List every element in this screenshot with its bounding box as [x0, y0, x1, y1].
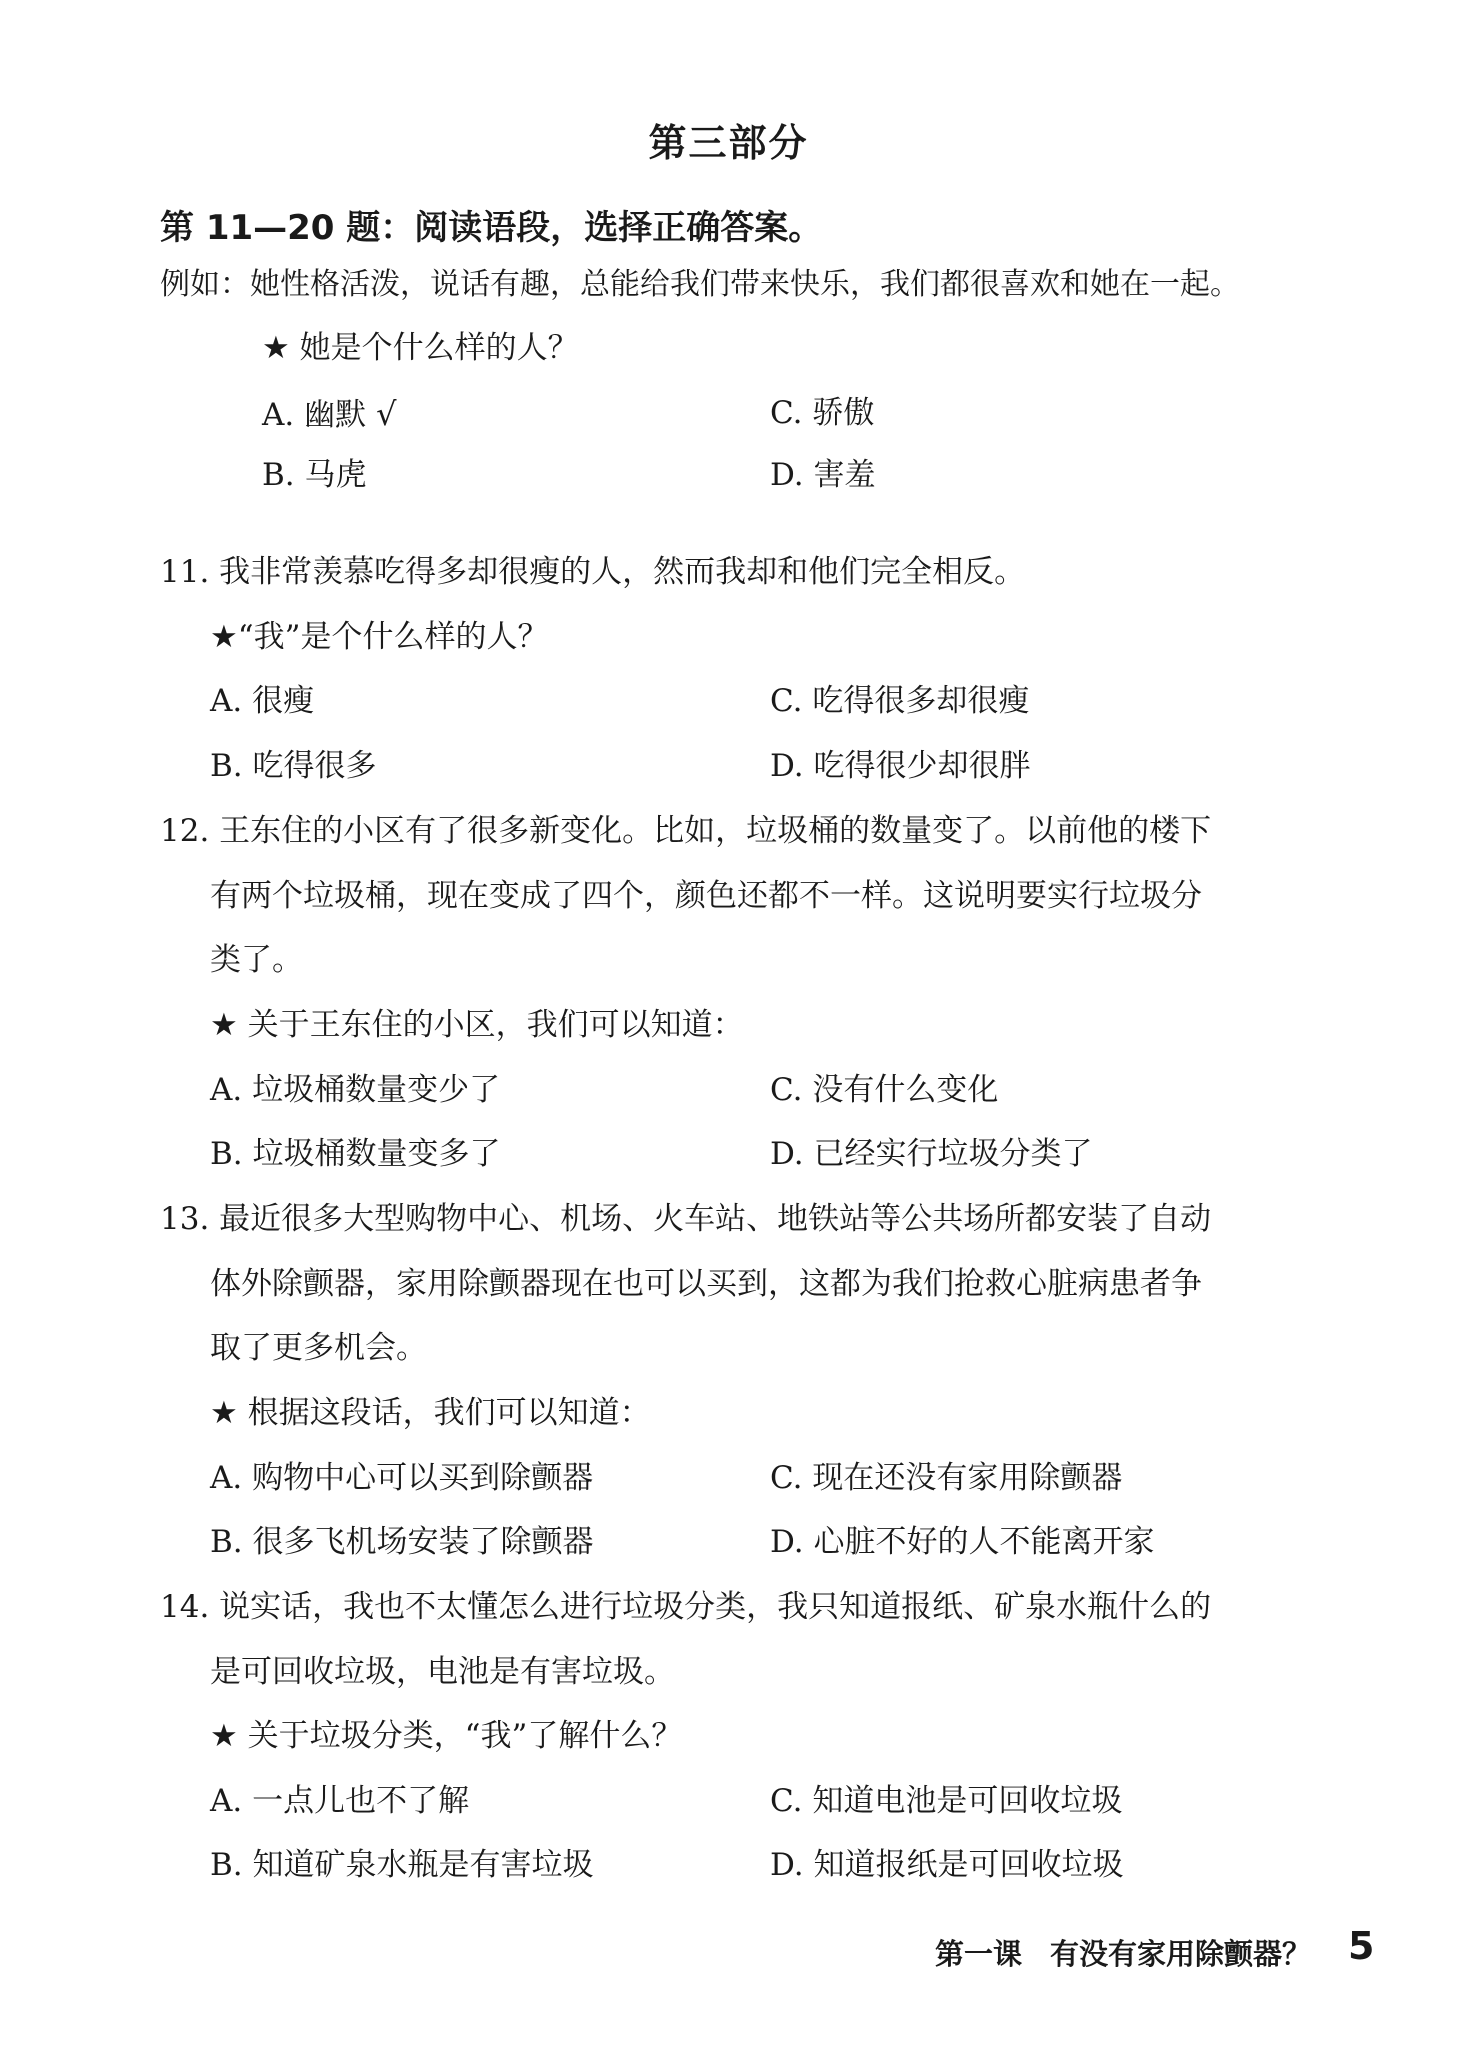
question-13-option-a: A. 购物中心可以买到除颤器 — [210, 1460, 594, 1496]
question-12-option-a: A. 垃圾桶数量变少了 — [210, 1072, 501, 1108]
question-13-prompt-text: 根据这段话，我们可以知道： — [247, 1395, 651, 1431]
question-11-option-b: B. 吃得很多 — [210, 748, 377, 784]
question-11-option-d: D. 吃得很少却很胖 — [770, 748, 1031, 784]
question-12-text-line2: 有两个垃圾桶，现在变成了四个，颜色还都不一样。这说明要实行垃圾分 — [210, 878, 1202, 914]
question-14-option-a: A. 一点儿也不了解 — [210, 1783, 470, 1819]
example-passage-text: 她性格活泼，说话有趣，总能给我们带来快乐，我们都很喜欢和她在一起。 — [250, 267, 1240, 302]
question-13-prompt — [210, 1395, 651, 1431]
star-icon: ★ — [210, 619, 238, 655]
question-12-prompt-text: 关于王东住的小区，我们可以知道： — [247, 1007, 744, 1043]
question-14-prompt-text: 关于垃圾分类，“我”了解什么？ — [247, 1718, 683, 1754]
question-12-text-line1: 12. 王东住的小区有了很多新变化。比如，垃圾桶的数量变了。以前他的楼下 — [160, 813, 1212, 849]
question-13-text-line1: 13. 最近很多大型购物中心、机场、火车站、地铁站等公共场所都安装了自动 — [160, 1201, 1212, 1237]
example-option-d: D. 害羞 — [770, 457, 876, 493]
question-14-prompt — [210, 1718, 683, 1754]
question-12-prompt — [210, 1007, 744, 1043]
question-13-option-d: D. 心脏不好的人不能离开家 — [770, 1524, 1155, 1560]
example-option-a — [262, 395, 397, 433]
example-option-c: C. 骄傲 — [770, 395, 875, 431]
question-14-option-d: D. 知道报纸是可回收垃圾 — [770, 1847, 1124, 1883]
question-11-option-a: A. 很瘦 — [210, 683, 315, 719]
example-question-text: 她是个什么样的人？ — [299, 330, 579, 366]
instruction-heading: 第 11—20 题：阅读语段，选择正确答案。 — [160, 208, 823, 248]
star-icon: ★ — [210, 1718, 238, 1754]
question-14-option-c: C. 知道电池是可回收垃圾 — [770, 1783, 1123, 1819]
footer-lesson: 第一课 — [935, 1937, 1023, 1971]
section-title: 第三部分 — [648, 121, 809, 165]
star-icon: ★ — [262, 330, 290, 366]
example-label: 例如： — [160, 267, 250, 302]
question-14-text-line2: 是可回收垃圾，电池是有害垃圾。 — [210, 1654, 675, 1690]
question-11-text: 11. 我非常羡慕吃得多却很瘦的人，然而我却和他们完全相反。 — [160, 554, 1026, 590]
question-14-text-line1: 14. 说实话，我也不太懂怎么进行垃圾分类，我只知道报纸、矿泉水瓶什么的 — [160, 1589, 1212, 1625]
question-13-text-line3: 取了更多机会。 — [210, 1330, 427, 1366]
check-mark-icon: √ — [376, 395, 397, 433]
star-icon: ★ — [210, 1007, 238, 1043]
question-13-text-line2: 体外除颤器，家用除颤器现在也可以买到，这都为我们抢救心脏病患者争 — [210, 1266, 1202, 1302]
footer-lesson-title: 有没有家用除颤器？ — [1050, 1937, 1312, 1971]
example-question — [262, 330, 579, 366]
star-icon: ★ — [210, 1395, 238, 1431]
question-14-option-b: B. 知道矿泉水瓶是有害垃圾 — [210, 1847, 594, 1883]
page-footer — [935, 1932, 1311, 1973]
question-12-option-c: C. 没有什么变化 — [770, 1072, 999, 1108]
example-passage — [160, 267, 1240, 302]
question-12-option-d: D. 已经实行垃圾分类了 — [770, 1136, 1093, 1172]
question-12-text-line3: 类了。 — [210, 942, 303, 978]
question-11-option-c: C. 吃得很多却很瘦 — [770, 683, 1030, 719]
page-number: 5 — [1348, 1924, 1375, 1968]
question-11-prompt-text: “我”是个什么样的人？ — [237, 619, 549, 655]
question-12-option-b: B. 垃圾桶数量变多了 — [210, 1136, 501, 1172]
question-11-prompt — [210, 619, 549, 655]
question-13-option-c: C. 现在还没有家用除颤器 — [770, 1460, 1123, 1496]
example-option-b: B. 马虎 — [262, 457, 367, 493]
question-13-option-b: B. 很多飞机场安装了除颤器 — [210, 1524, 594, 1560]
example-option-a-text: A. 幽默 — [262, 397, 367, 433]
